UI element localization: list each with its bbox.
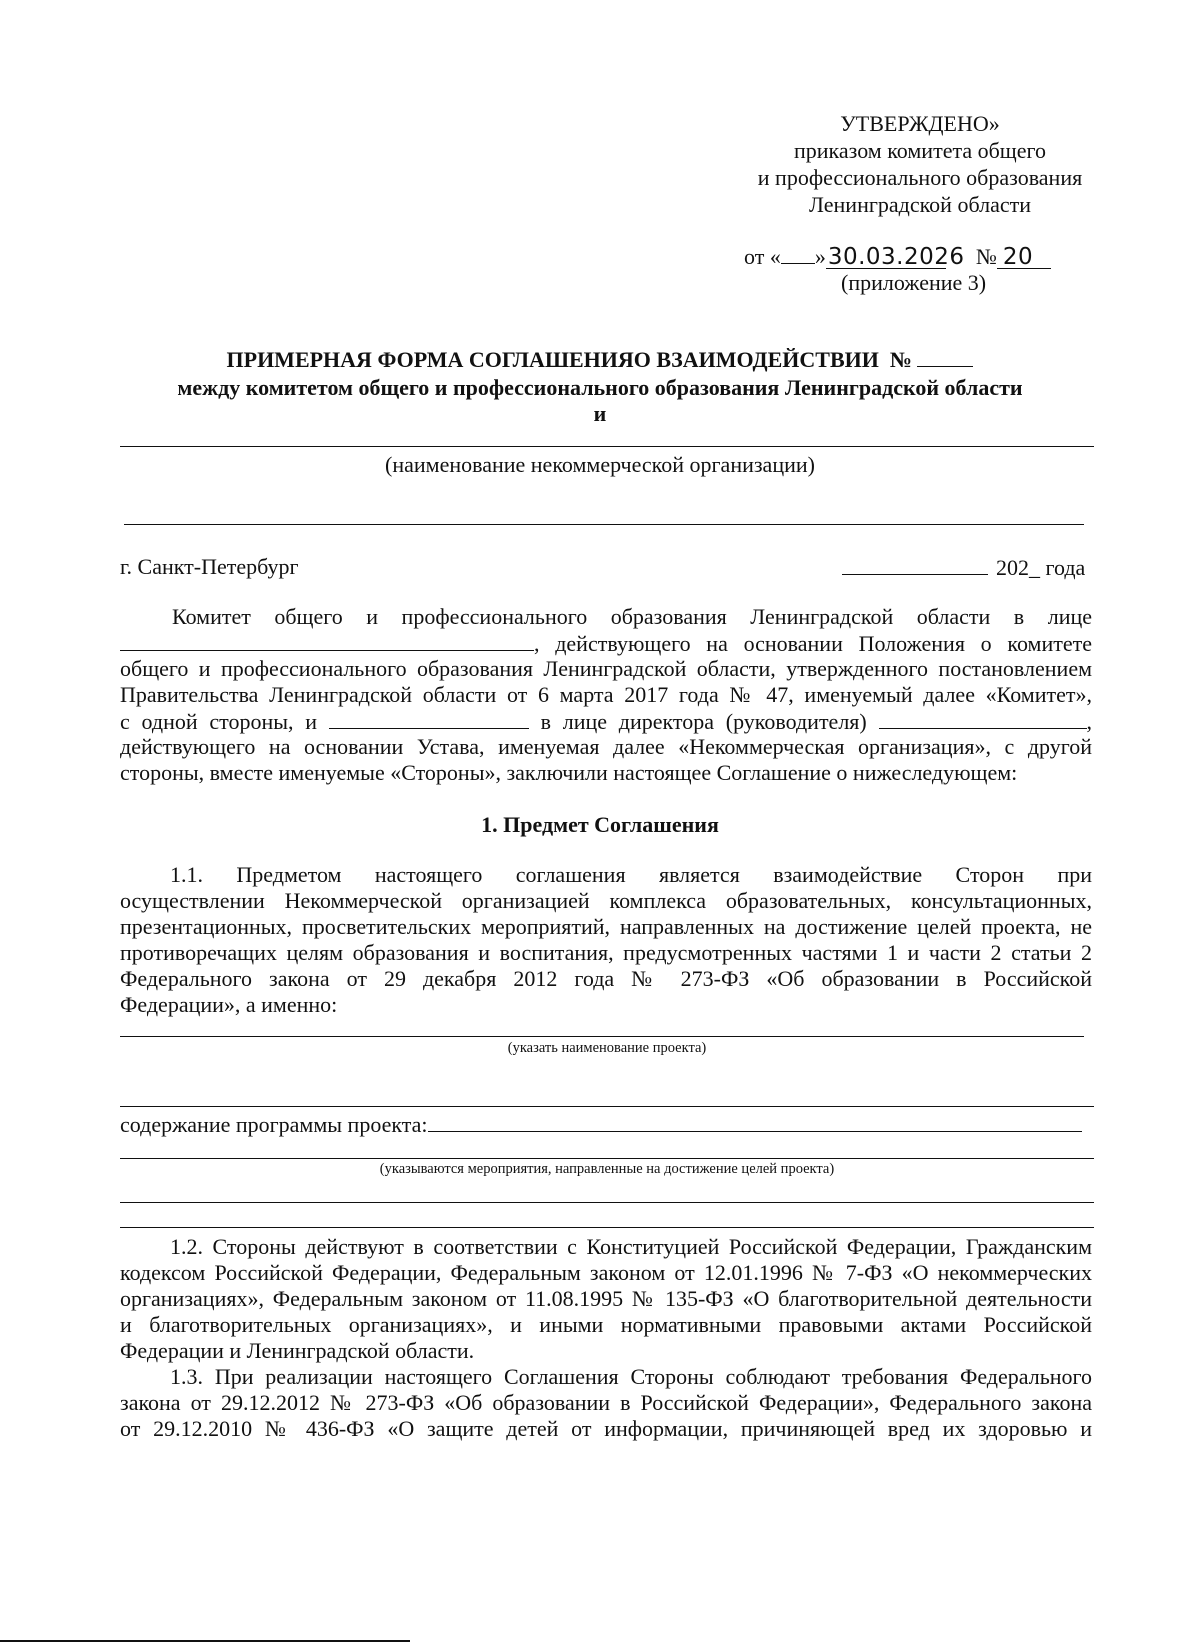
paragraph-1-3 [120,1364,1092,1442]
title-number-sign: № [889,347,912,372]
title-line-3: и [593,401,607,426]
paragraph-line: закона от 29.12.2012 № 273-ФЗ «Об образовании в Российской Федерации», Федерального закона [120,1390,1092,1415]
org-name-caption: (наименование некоммерческой организации) [385,452,815,477]
program-label: содержание программы проекта: [120,1112,428,1137]
preamble-line: общего и профессионального образования Ленинградской области, утвержденного постановлением [120,656,1092,681]
representative-blank [120,630,534,651]
director-blank [879,708,1087,729]
preamble-text: с одной стороны, и [120,709,318,734]
approval-line: и профессионального образования [757,165,1083,190]
paragraph-line: организациях», Федеральным законом от 11.08.1995 № 135-ФЗ «О благотворительной деятельности [120,1286,1092,1311]
preamble-text: , действующего на основании Положения о комитете [534,631,1092,656]
paragraph-line: Федерации», а именно: [120,992,338,1017]
paragraph-line: 1.2. Стороны действуют в соответствии с Конституцией Российской Федерации, Гражданским [170,1234,1092,1259]
approval-block [720,110,1120,218]
title-line-1: ПРИМЕРНАЯ ФОРМА СОГЛАШЕНИЯО ВЗАИМОДЕЙСТВИИ [226,347,879,372]
preamble-text: , [1086,709,1093,734]
section-1-heading: 1. Предмет Соглашения [481,812,719,837]
paragraph-line: Федерального закона от 29 декабря 2012 года № 273-ФЗ «Об образовании в Российской [120,966,1092,991]
date-blank [842,554,988,575]
order-number: 20 [997,246,1051,269]
events-line-3 [120,1227,1094,1228]
events-line-2 [120,1202,1094,1203]
org-name-line [120,446,1094,447]
paragraph-line: презентационных, просветительских мероприятий, направленных на достижение целей проекта, не [120,914,1092,939]
project-line-2 [120,1106,1094,1107]
order-number-label: № [975,244,997,269]
project-name-caption: (указать наименование проекта) [507,1040,707,1056]
approval-line: УТВЕРЖДЕНО» [840,111,1000,136]
order-quote-close: » [814,244,826,269]
document-title [0,346,1200,373]
paragraph-line: осуществлении Некоммерческой организацией комплекса образовательных, консультационных, [120,888,1092,913]
preamble-text: в лице директора (руководителя) [540,709,867,734]
city: г. Санкт-Петербург [120,554,299,579]
date-field [842,554,1085,581]
preamble-line: стороны, вместе именуемые «Стороны», заключили настоящее Соглашение о нижеследующем: [120,760,1018,785]
paragraph-1-2 [120,1234,1092,1364]
order-reference [744,244,1051,270]
preamble-line [120,708,1092,734]
title-line-2: между комитетом общего и профессионального образования Ленинградской области [177,375,1023,400]
paragraph-line: и благотворительных организациях», и иными нормативными правовыми актами Российской [120,1312,1092,1337]
preamble-line: Комитет общего и профессионального образования Ленинградской области в лице [172,604,1092,629]
appendix-note: (приложение 3) [841,270,987,295]
program-field [120,1111,1082,1138]
year-text: 202_ года [996,555,1086,580]
events-line [120,1158,1094,1159]
paragraph-line: кодексом Российской Федерации, Федеральным законом от 12.01.1996 № 7-ФЗ «О некоммерческих [120,1260,1092,1285]
order-prefix: от « [744,244,781,269]
preamble-line: действующего на основании Устава, именуемая далее «Некоммерческая организация», с другой [120,734,1092,759]
approval-line: приказом комитета общего [794,138,1046,163]
paragraph-line: от 29.12.2010 № 436-ФЗ «О защите детей от информации, причиняющей вред их здоровью и [120,1416,1092,1441]
events-caption: (указываются мероприятия, направленные на достижение целей проекта) [379,1161,835,1177]
org-blank [329,708,529,729]
page-edge-line [0,1640,410,1642]
paragraph-line: 1.3. При реализации настоящего Соглашения Стороны соблюдают требования Федерального [170,1364,1092,1389]
org-name-line-2 [124,524,1084,525]
project-name-line [120,1036,1084,1037]
preamble-line [120,630,1092,656]
paragraph-line: Федерации и Ленинградской области. [120,1338,475,1363]
approval-line: Ленинградской области [809,192,1031,217]
order-day-blank [781,263,815,264]
preamble-line: Правительства Ленинградской области от 6 марта 2017 года № 47, именуемый далее «Комитет», [120,682,1092,707]
order-date: 30.03.2026 [827,244,965,270]
paragraph-line: 1.1. Предметом настоящего соглашения является взаимодействие Сторон при [170,862,1092,887]
paragraph-1-1 [120,862,1092,1018]
preamble [120,604,1092,786]
agreement-number-blank [917,346,973,367]
program-blank [428,1111,1082,1132]
paragraph-line: противоречащих целям образования и воспитания, предусмотренных частями 1 и части 2 статьи 2 [120,940,1092,965]
